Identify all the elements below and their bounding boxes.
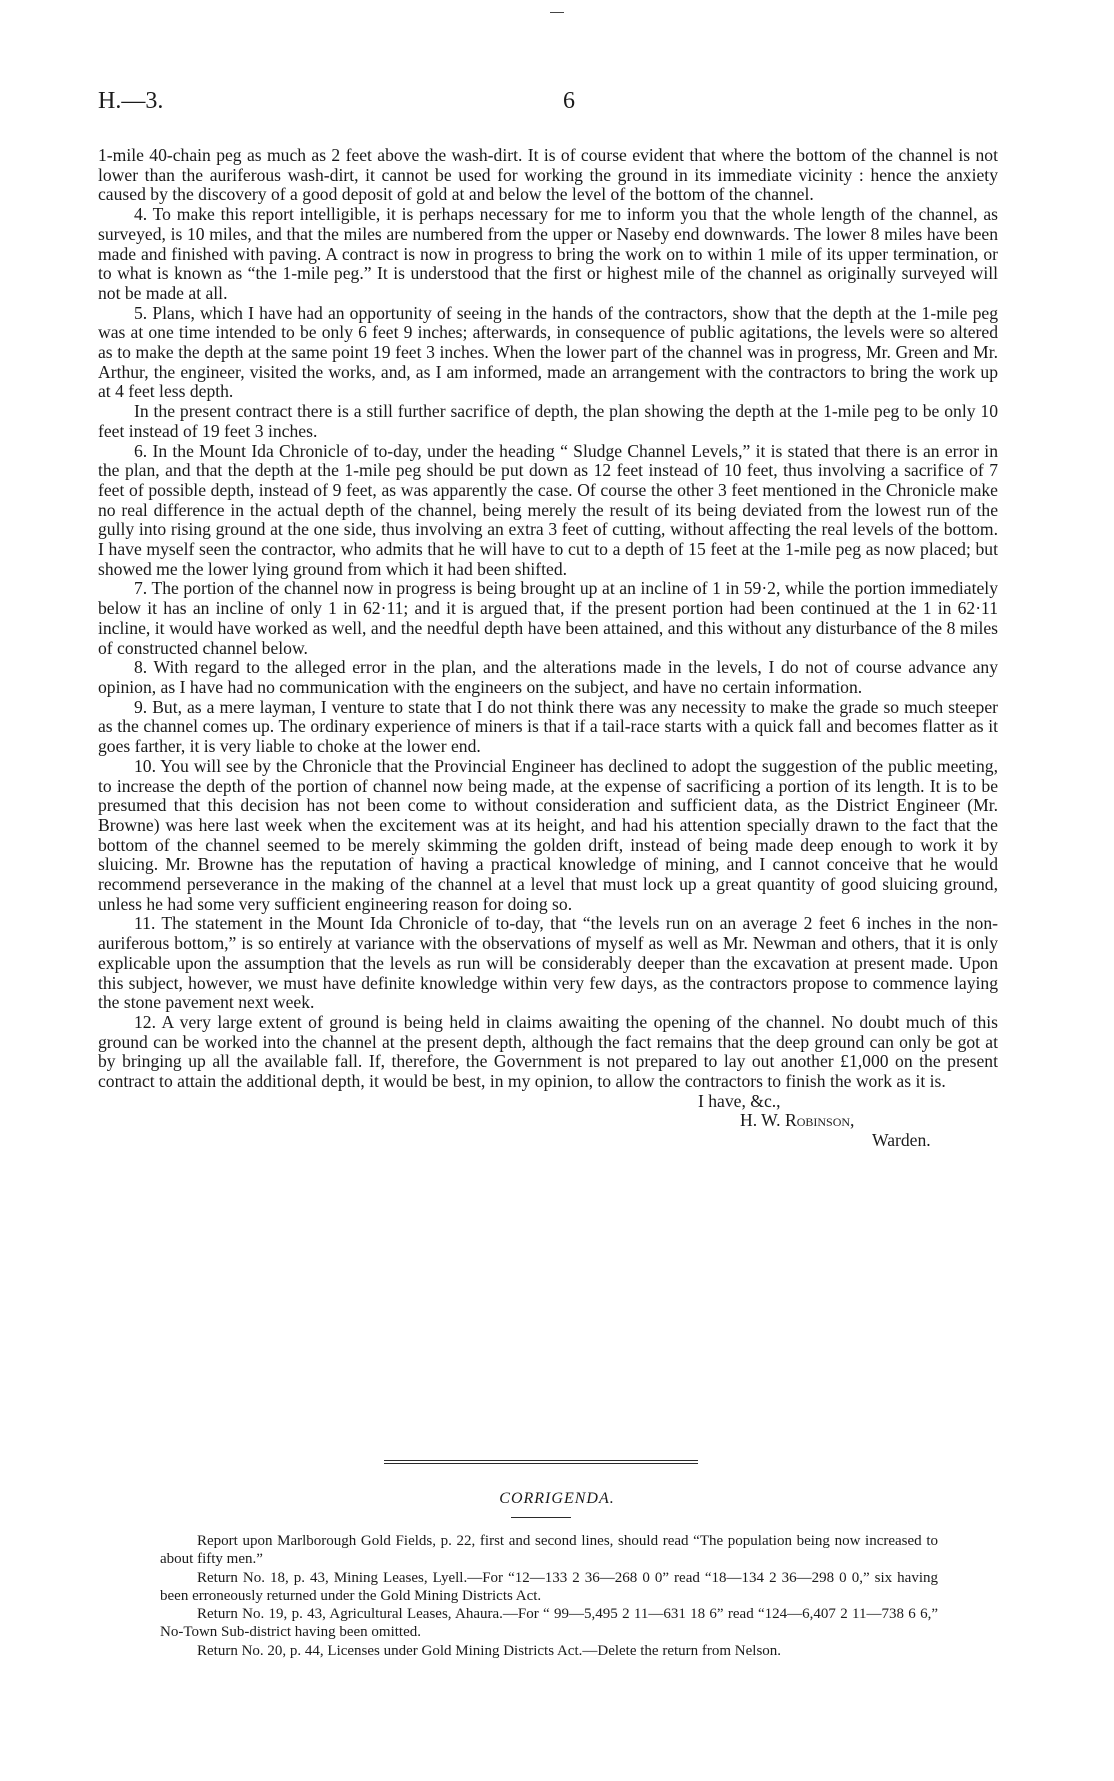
corrigenda-entry: Return No. 19, p. 43, Agricultural Leases, Ahaura.—For “ 99—5,495 2 11—631 18 6” read “124—6,407 2 11—738 6 6,” No-Town Sub-district having been omitted. <box>160 1606 938 1641</box>
paragraph: 9. But, as a mere layman, I venture to state that I do not think there was any necessity to make the grade so much steeper as the channel comes up. The ordinary experience of miners is that if a tail-race starts with a quick fall and becomes flatter as it goes farther, it is very liable to choke at the lower end. <box>98 696 998 757</box>
divider-rule <box>384 1463 698 1464</box>
paragraph: 5. Plans, which I have had an opportunity of seeing in the hands of the contractors, show that the depth at the 1-mile peg was at one time intended to be only 6 feet 9 inches; afterwards, in consequence of public agitations, the levels were so altered as to make the depth at the same point 19 feet 3 inches. When the lower part of the channel was in progress, Mr. Green and Mr. Arthur, the engineer, visited the works, and, as I am informed, made an arrangement with the contractors to bring the work up at 4 feet less depth. <box>98 302 998 402</box>
page-number: 6 <box>563 88 575 114</box>
paragraph: 7. The portion of the channel now in progress is being brought up at an incline of 1 in 59·2, while the portion immediately below it has an incline of only 1 in 62·11; and it is argued that, if the present portion had been continued at the 1 in 62·11 incline, it would have worked as well, and the needful depth have been attained, and this without any disturbance of the 8 miles of constructed channel below. <box>98 578 998 658</box>
corrigenda-entry: Return No. 20, p. 44, Licenses under Gold Mining Districts Act.—Delete the return from Nelson. <box>197 1642 782 1659</box>
paragraph: 11. The statement in the Mount Ida Chronicle of to-day, that “the levels run on an average 2 feet 6 inches in the non-auriferous bottom,” is so entirely at variance with the observations of myself as well as Mr. Newman and others, that it is only explicable upon the assumption that the levels as run will be considerably deeper than the excavation at present made. Upon this subject, however, we must have definite knowledge within very few days, as the contractors propose to commence laying the stone pavement next week. <box>98 913 998 1013</box>
paragraph: 4. To make this report intelligible, it is perhaps necessary for me to inform you that the whole length of the channel, as surveyed, is 10 miles, and that the miles are numbered from the upper or Naseby end downwards. The lower 8 miles have been made and finished with paving. A contract is now in progress to bring the work on to within 1 mile of its upper termination, or to what is known as “the 1-mile peg.” It is understood that the first or highest mile of the channel as originally surveyed will not be made at all. <box>98 204 998 303</box>
heading-underline <box>511 1517 571 1518</box>
corrigenda-entry: Report upon Marlborough Gold Fields, p. 22, first and second lines, should read “The population being now increased to about fifty men.” <box>160 1533 938 1568</box>
top-mark <box>550 12 564 13</box>
report-body <box>98 146 998 1151</box>
corrigenda-entry: Return No. 18, p. 43, Mining Leases, Lyell.—For “12—133 2 36—268 0 0” read “18—134 2 36—298 0 0,” six having been erroneously returned under the Gold Mining Districts Act. <box>160 1569 938 1604</box>
letter-closing <box>98 1092 998 1151</box>
paragraph: 8. With regard to the alleged error in the plan, and the alterations made in the levels, I do not of course advance any opinion, as I have had no communication with the engineers on the subject, and have no certain information. <box>98 657 998 697</box>
salutation: I have, &c., <box>698 1090 781 1111</box>
paragraph: In the present contract there is a still further sacrifice of depth, the plan showing the depth at the 1-mile peg to be only 10 feet instead of 19 feet 3 inches. <box>98 401 998 441</box>
paragraph: 10. You will see by the Chronicle that the Provincial Engineer has declined to adopt the suggestion of the public meeting, to increase the depth of the portion of channel now being made, at the expense of sacrificing a portion of its length. It is to be presumed that this decision has not been come to without consideration and sufficient data, as the District Engineer (Mr. Browne) was here last week when the excitement was at its height, and had his attention specially drawn to the fact that the bottom of the channel seemed to be merely skimming the golden drift, instead of being made deep enough to work it by sluicing. Mr. Browne has the reputation of having a practical knowledge of mining, and I cannot conceive that he would recommend perseverance in the making of the channel at a level that must lock up a great quantity of good sluicing ground, unless he had some very sufficient engineering reason for doing so. <box>98 755 998 914</box>
signature: H. W. Robinson, <box>740 1110 855 1131</box>
divider-rule <box>384 1460 698 1461</box>
signatory-title: Warden. <box>872 1130 931 1151</box>
page-header <box>98 88 998 124</box>
corrigenda-heading: CORRIGENDA. <box>499 1490 615 1507</box>
corrigenda-list <box>160 1532 938 1660</box>
paragraph: 1-mile 40-chain peg as much as 2 feet above the wash-dirt. It is of course evident that where the bottom of the channel is not lower than the auriferous wash-dirt, it cannot be used for working the ground in its immediate vicinity : hence the anxiety caused by the discovery of a good deposit of gold at and below the level of the bottom of the channel. <box>98 145 998 205</box>
document-id: H.—3. <box>98 88 164 114</box>
paragraph: 6. In the Mount Ida Chronicle of to-day, under the heading “ Sludge Channel Levels,” it is stated that there is an error in the plan, and that the depth at the 1-mile peg should be put down as 12 feet instead of 10 feet, thus involving a sacrifice of 7 feet of possible depth, instead of 9 feet, as was apparently the case. Of course the other 3 feet mentioned in the Chronicle make no real difference in the actual depth of the channel, being merely the result of its being deviated from the lowest run of the gully into rising ground at the one side, thus involving an extra 3 feet of cutting, without affecting the real levels of the bottom. I have myself seen the contractor, who admits that he will have to cut to a depth of 15 feet at the 1-mile peg as now placed; but showed me the lower lying ground from which it had been shifted. <box>98 440 998 579</box>
paragraph: 12. A very large extent of ground is being held in claims awaiting the opening of the channel. No doubt much of this ground can be worked into the channel at the present depth, although the fact remains that the deep ground can only be got at by bringing up all the available fall. If, therefore, the Government is not prepared to lay out another £1,000 on the present contract to attain the additional depth, it would be best, in my opinion, to allow the contractors to finish the work as it is. <box>98 1011 998 1092</box>
